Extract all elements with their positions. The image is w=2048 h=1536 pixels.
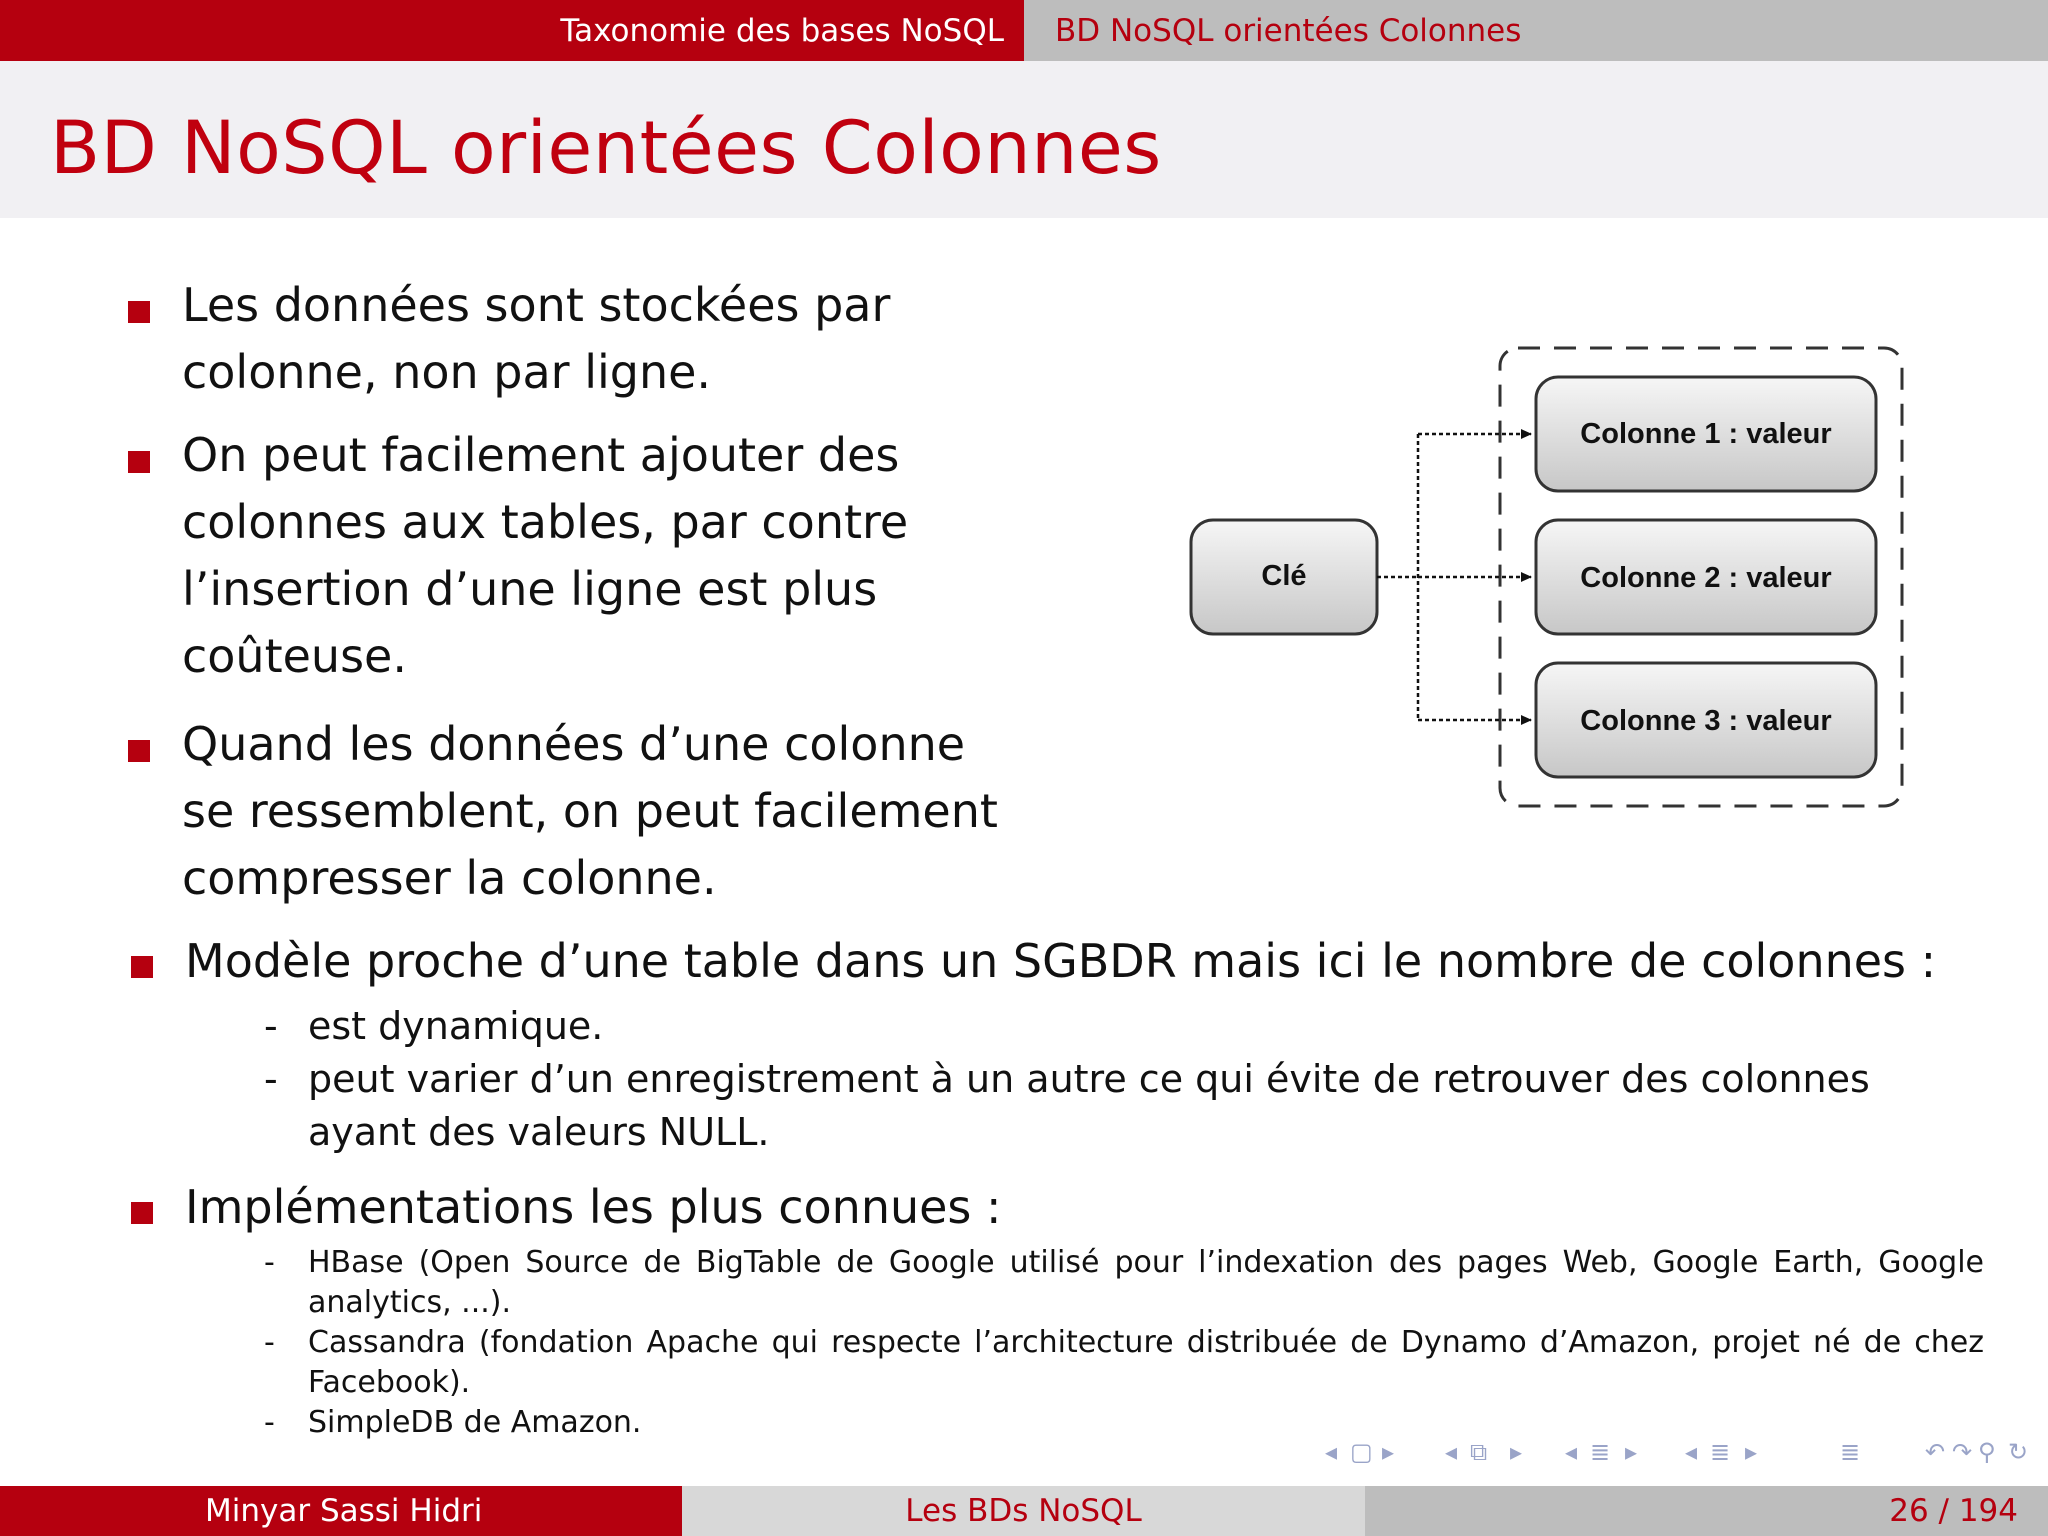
- bullet-line: compresser la colonne.: [182, 851, 717, 905]
- bullet-line: se ressemblent, on peut facilement: [182, 784, 998, 838]
- footer-author: Minyar Sassi Hidri: [0, 1486, 682, 1536]
- frame-icon[interactable]: ▢: [1350, 1438, 1373, 1466]
- top-nav-bar: [0, 0, 2048, 61]
- footer-page-number: 26 / 194: [1365, 1486, 2048, 1536]
- slide-title: BD NoSQL orientées Colonnes: [50, 106, 1162, 191]
- part-icon[interactable]: ≣: [1710, 1438, 1731, 1466]
- bullet-marker: [128, 301, 150, 323]
- prev-section-icon[interactable]: ◂: [1565, 1438, 1578, 1466]
- bullet-text: [182, 272, 890, 406]
- bullet-marker: [131, 956, 153, 978]
- bullet-marker: [128, 451, 150, 473]
- footer-title: Les BDs NoSQL: [682, 1486, 1365, 1536]
- dash-marker: -: [264, 1405, 275, 1440]
- nav-subsection-link[interactable]: BD NoSQL orientées Colonnes: [1024, 0, 2048, 61]
- sub-item: [264, 1403, 1984, 1443]
- prev-frame-icon[interactable]: ◂: [1325, 1438, 1338, 1466]
- bullet-text: [182, 422, 908, 690]
- column-label-3: Colonne 3 : valeur: [1580, 705, 1832, 737]
- document-icon[interactable]: ≣: [1840, 1438, 1861, 1466]
- nav-section-link[interactable]: Taxonomie des bases NoSQL: [0, 0, 1024, 61]
- next-part-icon[interactable]: ▸: [1745, 1438, 1758, 1466]
- forward-icon[interactable]: ↷: [1952, 1438, 1973, 1466]
- beamer-navigation: [1320, 1438, 2040, 1474]
- sub-item-text: SimpleDB de Amazon.: [308, 1405, 642, 1440]
- sub-item: [264, 1243, 1984, 1323]
- bullet-text: Implémentations les plus connues :: [185, 1180, 1002, 1234]
- subsection-icon[interactable]: ⧉: [1470, 1438, 1488, 1466]
- prev-part-icon[interactable]: ◂: [1685, 1438, 1698, 1466]
- bullet-marker: [128, 740, 150, 762]
- title-bar: [0, 61, 2048, 218]
- sub-item: [264, 1000, 1988, 1053]
- refresh-icon[interactable]: ↻: [2008, 1438, 2029, 1466]
- column-label-1: Colonne 1 : valeur: [1580, 418, 1832, 450]
- bullet-line: l’insertion d’une ligne est plus: [182, 562, 878, 616]
- column-store-diagram: [1185, 340, 1915, 820]
- bullet-marker: [131, 1202, 153, 1224]
- back-icon[interactable]: ↶: [1925, 1438, 1946, 1466]
- bullet-line: colonnes aux tables, par contre: [182, 495, 909, 549]
- dash-marker: -: [264, 1245, 275, 1280]
- connector-lines: [1377, 434, 1531, 720]
- next-section-icon[interactable]: ▸: [1625, 1438, 1638, 1466]
- search-icon[interactable]: ⚲: [1978, 1438, 1996, 1466]
- sub-item: [264, 1053, 1988, 1159]
- dash-marker: -: [264, 1325, 275, 1360]
- bullet-text: Modèle proche d’une table dans un SGBDR mais ici le nombre de colonnes :: [185, 934, 1937, 988]
- footer-bar: [0, 1486, 2048, 1536]
- bullet-line: colonne, non par ligne.: [182, 345, 712, 399]
- bullet-line: Quand les données d’une colonne: [182, 717, 966, 771]
- bullet-line: coûteuse.: [182, 629, 407, 683]
- dash-marker: -: [264, 1004, 278, 1048]
- sub-item: [264, 1323, 1984, 1403]
- bullet-line: Les données sont stockées par: [182, 278, 891, 332]
- bullet-line: On peut facilement ajouter des: [182, 428, 900, 482]
- dash-marker: -: [264, 1057, 278, 1101]
- bullet-text: [182, 711, 998, 912]
- key-label: Clé: [1261, 560, 1307, 592]
- section-icon[interactable]: ≣: [1590, 1438, 1611, 1466]
- next-frame-icon[interactable]: ▸: [1382, 1438, 1395, 1466]
- next-subsection-icon[interactable]: ▸: [1510, 1438, 1523, 1466]
- sub-item-text: peut varier d’un enregistrement à un autre ce qui évite de retrouver des colonnes: [308, 1057, 1870, 1101]
- prev-subsection-icon[interactable]: ◂: [1445, 1438, 1458, 1466]
- sub-item-text: Cassandra (fondation Apache qui respecte l’architecture distribuée de Dynamo d’Amazon, projet né de chez: [308, 1325, 1984, 1360]
- sub-item-text: analytics, ...).: [308, 1285, 512, 1320]
- sub-item-text: HBase (Open Source de BigTable de Google utilisé pour l’indexation des pages Web, Google Earth, Google: [308, 1245, 1984, 1280]
- sub-item-text: Facebook).: [308, 1365, 471, 1400]
- sub-item-text: ayant des valeurs NULL.: [308, 1110, 770, 1154]
- column-label-2: Colonne 2 : valeur: [1580, 562, 1832, 594]
- sub-item-text: est dynamique.: [308, 1004, 604, 1048]
